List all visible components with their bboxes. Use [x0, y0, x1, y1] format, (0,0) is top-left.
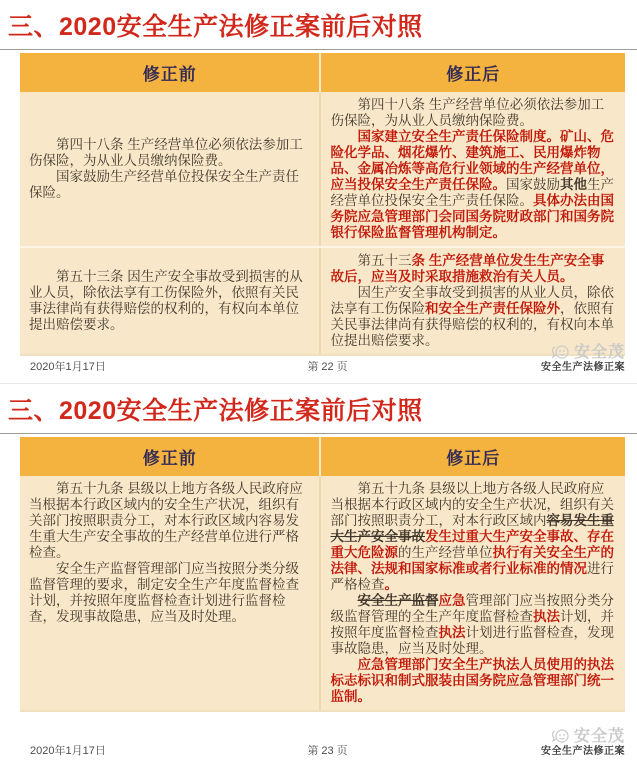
slide-footer [30, 344, 625, 373]
footer-page-number: 第 23 页 [307, 745, 348, 757]
cell-after [319, 248, 625, 354]
paragraph: 第五十九条 县级以上地方各级人民政府应当根据本行政区域内的安全生产状况，组织有关部门按照职责分工，对本行政区域内容易发生重大生产安全事故发生过重大生产安全事故、存在重大危险源的生产经营单位执行有关安全生产的法律、法规和国家标准或者行业标准的情况进行严格检查。 [330, 481, 614, 592]
brand-face-icon [551, 728, 571, 746]
brand-subtitle: 安全生产法修正案 [541, 746, 625, 757]
cell-before [20, 248, 319, 354]
paragraph: 第四十八条 生产经营单位必须依法参加工伤保险，为从业人员缴纳保险费。 [330, 97, 605, 128]
table-row [20, 246, 625, 354]
footer-date: 2020年1月17日 [30, 745, 106, 757]
title-divider [0, 433, 637, 434]
paragraph: 第五十九条 县级以上地方各级人民政府应当根据本行政区域内的安全生产状况，组织有关部门按照职责分工，对本行政区域内容易发生重大生产安全事故的生产经营单位进行严格检查。 [29, 481, 303, 560]
paragraph: 第四十八条 生产经营单位必须依法参加工伤保险，为从业人员缴纳保险费。 [29, 137, 303, 168]
page-title: 三、2020安全生产法修正案前后对照 [8, 397, 423, 425]
brand-name: 安全茂 [573, 728, 625, 745]
table-body [20, 476, 625, 710]
slide-page-22 [0, 0, 637, 383]
brand-logo [541, 728, 625, 746]
paragraph: 因生产安全事故受到损害的从业人员，除依法享有工伤保险和安全生产责任保险外，依照有关民事法律尚有获得赔偿的权利的，有权向本单位提出赔偿要求。 [330, 285, 614, 348]
paragraph: 第五十三条 因生产安全事故受到损害的从业人员，除依法享有工伤保险外，依照有关民事法律尚有获得赔偿的权利的，有权向本单位提出赔偿要求。 [29, 269, 303, 332]
footer-date: 2020年1月17日 [30, 361, 106, 373]
cell-after [319, 92, 625, 246]
brand-logo [541, 344, 625, 362]
page-title: 三、2020安全生产法修正案前后对照 [8, 13, 423, 41]
column-header-before: 修正前 [142, 65, 197, 84]
column-header-after: 修正后 [319, 53, 625, 92]
footer-page-number: 第 22 页 [307, 361, 348, 373]
comparison-table [20, 437, 625, 712]
title-divider [0, 49, 637, 50]
slide-page-23 [0, 383, 637, 767]
brand-subtitle: 安全生产法修正案 [541, 362, 625, 373]
slide-footer [30, 728, 625, 757]
brand-face-icon [551, 344, 571, 362]
table-header-row [20, 53, 625, 92]
brand-block [541, 728, 625, 757]
cell-after [319, 476, 625, 710]
comparison-table [20, 53, 625, 356]
column-header-after: 修正后 [319, 437, 625, 476]
column-header-before: 修正前 [142, 449, 197, 468]
paragraph: 第五十三条 生产经营单位发生生产安全事故后，应当及时采取措施救治有关人员。 [330, 253, 605, 284]
paragraph: 安全生产监督应急管理部门应当按照分类分级监督管理的全生产年度监督检查执法计划，并按照年度监督检查执法计划进行监督检查，发现事故隐患，应当及时处理。 [330, 593, 614, 656]
paragraph: 应急管理部门安全生产执法人员使用的执法标志标识和制式服装由国务院应急管理部门统一监制。 [330, 657, 614, 704]
paragraph: 国家鼓励生产经营单位投保安全生产责任保险。 [29, 169, 299, 200]
paragraph: 国家建立安全生产责任保险制度。矿山、危险化学品、烟花爆竹、建筑施工、民用爆炸物品、金属冶炼等高危行业领域的生产经营单位，应当投保安全生产责任保险。国家鼓励其他生产经营单位投保安全生产责任保险。具体办法由国务院应急管理部门会同国务院财政部门和国务院银行保险监督管理机构制定。 [330, 129, 614, 240]
table-row [20, 92, 625, 246]
table-body [20, 92, 625, 354]
table-row [20, 476, 625, 710]
table-header-row [20, 437, 625, 476]
cell-before [20, 92, 319, 246]
cell-before [20, 476, 319, 710]
paragraph: 安全生产监督管理部门应当按照分类分级监督管理的要求，制定安全生产年度监督检查计划，并按照年度监督检查计划进行监督检查，发现事故隐患，应当及时处理。 [29, 561, 299, 624]
brand-block [541, 344, 625, 373]
brand-name: 安全茂 [573, 344, 625, 361]
